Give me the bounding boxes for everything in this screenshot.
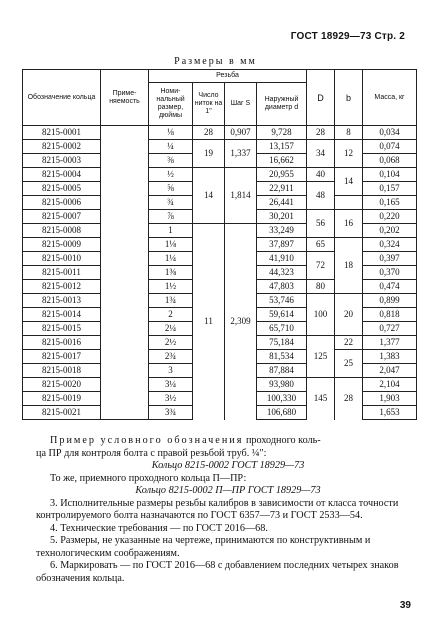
cell-nom: 1⅜: [149, 266, 193, 280]
cell-code: 8215-0008: [23, 224, 101, 238]
cell-nom: 2¼: [149, 322, 193, 336]
cell-tpi: 14: [193, 168, 225, 224]
cell-D: 34: [307, 140, 335, 168]
cell-d: 33,249: [257, 224, 307, 238]
cell-code: 8215-0014: [23, 308, 101, 322]
cell-tpi: 28: [193, 126, 225, 140]
cell-mass: 1,903: [363, 392, 417, 406]
cell-d: 16,662: [257, 154, 307, 168]
col-b: b: [335, 70, 363, 126]
cell-mass: 0,034: [363, 126, 417, 140]
cell-code: 8215-0009: [23, 238, 101, 252]
col-application: Приме-няемость: [101, 70, 149, 126]
cell-d: 75,184: [257, 336, 307, 350]
cell-app: [101, 238, 149, 252]
cell-d: 100,330: [257, 392, 307, 406]
cell-D: 125: [307, 336, 335, 378]
cell-mass: 0,370: [363, 266, 417, 280]
cell-app: [101, 378, 149, 392]
cell-d: 41,910: [257, 252, 307, 266]
cell-nom: ⅞: [149, 210, 193, 224]
cell-D: 65: [307, 238, 335, 252]
cell-d: 13,157: [257, 140, 307, 154]
cell-pitch: 1,337: [225, 140, 257, 168]
cell-b: 25: [335, 350, 363, 378]
note-5: 5. Размеры, не указанные на чертеже, принимаются по конструктивным и технологическим соображениям.: [36, 535, 371, 559]
cell-mass: 1,653: [363, 406, 417, 420]
cell-app: [101, 322, 149, 336]
cell-tpi: 19: [193, 140, 225, 168]
cell-app: [101, 196, 149, 210]
cell-b: [335, 196, 363, 210]
cell-D: 80: [307, 280, 335, 294]
cell-mass: 1,377: [363, 336, 417, 350]
example-intro: Пример условного обозначения проходного коль-: [50, 435, 321, 446]
cell-D: 72: [307, 252, 335, 280]
cell-nom: 3: [149, 364, 193, 378]
units-caption: Размеры в мм: [174, 56, 257, 67]
cell-nom: 2½: [149, 336, 193, 350]
cell-D: 145: [307, 378, 335, 420]
cell-code: 8215-0021: [23, 406, 101, 420]
cell-mass: 0,397: [363, 252, 417, 266]
cell-mass: 0,165: [363, 196, 417, 210]
cell-app: [101, 210, 149, 224]
cell-app: [101, 224, 149, 238]
cell-pitch: 2,309: [225, 224, 257, 420]
notes-block: [36, 435, 420, 585]
col-mass: Масса, кг: [363, 70, 417, 126]
page-number: 39: [399, 600, 411, 611]
table-row: [23, 168, 417, 182]
cell-code: 8215-0011: [23, 266, 101, 280]
cell-D: 48: [307, 182, 335, 210]
cell-d: 9,728: [257, 126, 307, 140]
cell-d: 37,897: [257, 238, 307, 252]
cell-code: 8215-0016: [23, 336, 101, 350]
example-formula-1: Кольцо 8215-0002 ГОСТ 18929—73: [151, 460, 305, 471]
cell-nom: ¾: [149, 196, 193, 210]
col-nominal: Номи-нальный размер, дюймы: [149, 83, 193, 126]
cell-mass: 1,383: [363, 350, 417, 364]
table-row: [23, 140, 417, 154]
cell-mass: 0,220: [363, 210, 417, 224]
note-4: 4. Технические требования — по ГОСТ 2016—68.: [50, 522, 268, 534]
same-line: То же, приемного проходного кольца П—ПР:: [50, 472, 247, 484]
cell-app: [101, 336, 149, 350]
cell-app: [101, 392, 149, 406]
cell-d: 81,534: [257, 350, 307, 364]
cell-b: 12: [335, 140, 363, 168]
cell-D: 100: [307, 294, 335, 336]
table-row: [23, 126, 417, 140]
note-6: 6. Маркировать — по ГОСТ 2016—68 с добавлением последних четырех знаков обозначения кольца.: [36, 560, 399, 584]
cell-mass: 0,068: [363, 154, 417, 168]
cell-mass: 2,047: [363, 364, 417, 378]
col-designation: Обозначение кольца: [23, 70, 101, 126]
cell-nom: 2: [149, 308, 193, 322]
cell-D: 40: [307, 168, 335, 182]
cell-app: [101, 406, 149, 420]
cell-app: [101, 140, 149, 154]
cell-code: 8215-0020: [23, 378, 101, 392]
cell-d: 26,441: [257, 196, 307, 210]
cell-code: 8215-0006: [23, 196, 101, 210]
cell-app: [101, 252, 149, 266]
cell-code: 8215-0002: [23, 140, 101, 154]
col-thread-group: Резьба: [149, 70, 307, 83]
cell-d: 22,911: [257, 182, 307, 196]
cell-b: 16: [335, 210, 363, 238]
cell-app: [101, 154, 149, 168]
cell-d: 87,884: [257, 364, 307, 378]
cell-b: 28: [335, 378, 363, 420]
cell-mass: 0,899: [363, 294, 417, 308]
cell-D: 56: [307, 210, 335, 238]
cell-mass: 0,104: [363, 168, 417, 182]
example-formula-2: Кольцо 8215-0002 П—ПР ГОСТ 18929—73: [135, 485, 321, 496]
cell-code: 8215-0017: [23, 350, 101, 364]
example-line2: ца ПР для контроля болта с правой резьбой труб. ¼":: [36, 447, 267, 459]
cell-app: [101, 350, 149, 364]
cell-nom: 3¼: [149, 378, 193, 392]
cell-nom: 1⅛: [149, 238, 193, 252]
cell-b: 22: [335, 336, 363, 350]
cell-nom: 1½: [149, 280, 193, 294]
cell-d: 30,201: [257, 210, 307, 224]
cell-nom: 1¼: [149, 252, 193, 266]
dimensions-table: [22, 69, 417, 420]
cell-d: 93,980: [257, 378, 307, 392]
cell-nom: 1¾: [149, 294, 193, 308]
cell-code: 8215-0003: [23, 154, 101, 168]
cell-app: [101, 294, 149, 308]
cell-code: 8215-0005: [23, 182, 101, 196]
cell-d: 59,614: [257, 308, 307, 322]
cell-code: 8215-0001: [23, 126, 101, 140]
cell-nom: 3½: [149, 392, 193, 406]
col-tpi: Число ниток на 1": [193, 83, 225, 126]
col-pitch: Шаг S: [225, 83, 257, 126]
cell-d: 20,955: [257, 168, 307, 182]
cell-nom: ½: [149, 168, 193, 182]
cell-app: [101, 126, 149, 140]
cell-app: [101, 182, 149, 196]
cell-app: [101, 364, 149, 378]
cell-nom: 1: [149, 224, 193, 238]
cell-mass: 2,104: [363, 378, 417, 392]
cell-pitch: 0,907: [225, 126, 257, 140]
cell-code: 8215-0019: [23, 392, 101, 406]
cell-nom: 2¾: [149, 350, 193, 364]
page-header: ГОСТ 18929—73 Стр. 2: [290, 31, 405, 42]
cell-mass: 0,818: [363, 308, 417, 322]
cell-d: 44,323: [257, 266, 307, 280]
cell-nom: 3¾: [149, 406, 193, 420]
cell-nom: ⅛: [149, 126, 193, 140]
cell-app: [101, 280, 149, 294]
cell-b: 14: [335, 168, 363, 196]
cell-nom: ⅜: [149, 154, 193, 168]
cell-code: 8215-0013: [23, 294, 101, 308]
cell-nom: ⅝: [149, 182, 193, 196]
col-outer-diameter: Наружный диаметр d: [257, 83, 307, 126]
cell-b: 20: [335, 294, 363, 336]
cell-app: [101, 168, 149, 182]
cell-code: 8215-0015: [23, 322, 101, 336]
cell-D: 28: [307, 126, 335, 140]
cell-pitch: 1,814: [225, 168, 257, 224]
cell-tpi: 11: [193, 224, 225, 420]
cell-nom: ¼: [149, 140, 193, 154]
cell-d: 65,710: [257, 322, 307, 336]
cell-code: 8215-0004: [23, 168, 101, 182]
cell-code: 8215-0007: [23, 210, 101, 224]
cell-b: 8: [335, 126, 363, 140]
cell-mass: 0,074: [363, 140, 417, 154]
cell-b: 18: [335, 238, 363, 294]
cell-d: 53,746: [257, 294, 307, 308]
cell-d: 47,803: [257, 280, 307, 294]
cell-mass: 0,727: [363, 322, 417, 336]
cell-code: 8215-0010: [23, 252, 101, 266]
cell-mass: 0,157: [363, 182, 417, 196]
cell-app: [101, 266, 149, 280]
cell-app: [101, 308, 149, 322]
cell-code: 8215-0012: [23, 280, 101, 294]
cell-mass: 0,474: [363, 280, 417, 294]
cell-d: 106,680: [257, 406, 307, 420]
col-D: D: [307, 70, 335, 126]
cell-mass: 0,324: [363, 238, 417, 252]
note-3: 3. Исполнительные размеры резьбы калибров в зависимости от класса точности контролируемого болта назначаются по ГОСТ 6357—73 и ГОСТ 2533—54.: [36, 497, 399, 521]
cell-mass: 0,202: [363, 224, 417, 238]
cell-code: 8215-0018: [23, 364, 101, 378]
